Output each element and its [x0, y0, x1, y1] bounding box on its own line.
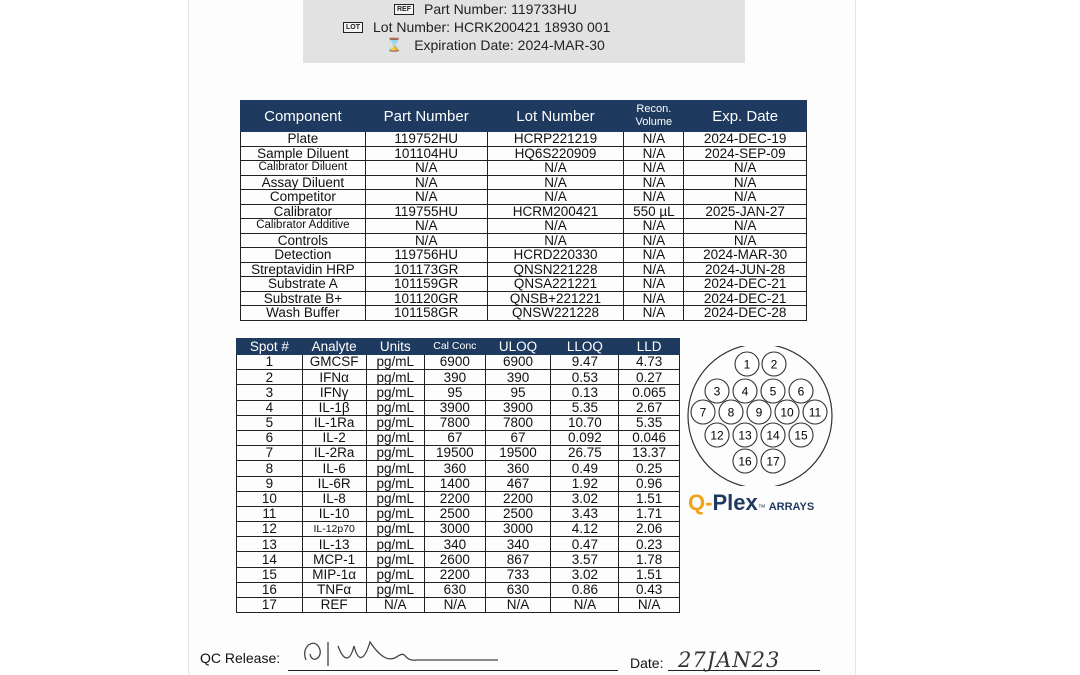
analyte-cell: 17 [237, 598, 303, 613]
component-row [241, 306, 807, 321]
analyte-cell: 2500 [425, 506, 486, 521]
analyte-cell: 0.13 [551, 385, 619, 400]
analyte-header-row [237, 339, 680, 355]
component-cell: N/A [365, 219, 487, 234]
date-value: 27JAN23 [678, 648, 781, 672]
spot-label: 1 [743, 357, 751, 372]
component-cell: 2025-JAN-27 [684, 204, 807, 219]
analyte-cell: 0.43 [619, 582, 680, 597]
hourglass-icon: ⌛ [386, 37, 403, 52]
component-cell: N/A [487, 233, 624, 248]
component-cell: 101159GR [365, 277, 487, 292]
component-cell: Assay Diluent [241, 175, 366, 190]
component-cell: 119752HU [365, 132, 487, 147]
component-cell: N/A [487, 175, 624, 190]
analyte-cell: 15 [237, 567, 303, 582]
analyte-cell: 13 [237, 537, 303, 552]
part-number-row [394, 1, 577, 17]
col-spot: Spot # [237, 339, 303, 355]
analyte-cell: REF [302, 598, 366, 613]
analyte-row [237, 355, 680, 370]
component-cell: Wash Buffer [241, 306, 366, 321]
analyte-cell: pg/mL [366, 537, 425, 552]
analyte-cell: GMCSF [302, 355, 366, 370]
analyte-cell: 7800 [425, 415, 486, 430]
analyte-cell: pg/mL [366, 385, 425, 400]
spot-label: 10 [780, 405, 794, 420]
analyte-cell: IL-12p70 [302, 522, 366, 537]
analyte-row [237, 461, 680, 476]
analyte-cell: 19500 [485, 446, 551, 461]
component-cell: 119755HU [365, 204, 487, 219]
analyte-cell: IFNγ [302, 385, 366, 400]
analyte-cell: 1.51 [619, 491, 680, 506]
component-cell: N/A [487, 190, 624, 205]
analyte-cell: 867 [485, 552, 551, 567]
component-row [241, 204, 807, 219]
analyte-cell: 4.12 [551, 522, 619, 537]
analyte-cell: 0.49 [551, 461, 619, 476]
component-cell: 101120GR [365, 291, 487, 306]
analyte-row [237, 370, 680, 385]
analyte-cell: 733 [485, 567, 551, 582]
component-cell: Controls [241, 233, 366, 248]
component-cell: Calibrator [241, 204, 366, 219]
analyte-cell: IL-2Ra [302, 446, 366, 461]
analyte-cell: 2.06 [619, 522, 680, 537]
analyte-cell: 0.27 [619, 370, 680, 385]
component-cell: N/A [487, 161, 624, 176]
component-row [241, 190, 807, 205]
analyte-cell: 467 [485, 476, 551, 491]
component-cell: 2024-SEP-09 [684, 146, 807, 161]
component-cell: QNSB+221221 [487, 291, 624, 306]
analyte-cell: pg/mL [366, 552, 425, 567]
analyte-cell: 1.71 [619, 506, 680, 521]
qc-signature-line [288, 670, 618, 671]
qc-release-label: QC Release: [200, 650, 281, 666]
analyte-cell: 8 [237, 461, 303, 476]
analyte-cell: 630 [485, 582, 551, 597]
component-cell: 550 µL [624, 204, 684, 219]
analyte-row [237, 400, 680, 415]
lot-number: Lot Number: HCRK200421 18930 001 [373, 19, 611, 35]
spot-label: 5 [769, 384, 777, 399]
analyte-cell: 0.96 [619, 476, 680, 491]
part-number: Part Number: 119733HU [424, 1, 578, 17]
analyte-row [237, 567, 680, 582]
analyte-cell: 0.25 [619, 461, 680, 476]
component-cell: Detection [241, 248, 366, 263]
analyte-cell: IL-8 [302, 491, 366, 506]
component-cell: 2024-JUN-28 [684, 262, 807, 277]
col-exp-date: Exp. Date [684, 101, 807, 132]
component-cell: N/A [624, 306, 684, 321]
analyte-cell: IL-2 [302, 430, 366, 445]
analyte-cell: 3900 [485, 400, 551, 415]
spot-label: 4 [741, 384, 749, 399]
analyte-cell: 7800 [485, 415, 551, 430]
spot-label: 15 [794, 428, 808, 443]
col-analyte: Analyte [302, 339, 366, 355]
component-cell: 2024-DEC-28 [684, 306, 807, 321]
spot-label: 17 [766, 454, 780, 469]
component-cell: QNSW221228 [487, 306, 624, 321]
component-cell: Plate [241, 132, 366, 147]
analyte-cell: IL-13 [302, 537, 366, 552]
analyte-row [237, 415, 680, 430]
analyte-cell: pg/mL [366, 400, 425, 415]
signature-image [298, 632, 508, 672]
expiration-date: Expiration Date: 2024-MAR-30 [414, 37, 605, 53]
analyte-cell: pg/mL [366, 461, 425, 476]
analyte-cell: 5 [237, 415, 303, 430]
logo-q: Q- [688, 490, 713, 515]
spot-label: 2 [770, 357, 778, 372]
analyte-cell: pg/mL [366, 491, 425, 506]
spot-label: 9 [755, 405, 763, 420]
analyte-table [236, 338, 680, 613]
component-row [241, 277, 807, 292]
spot-label: 8 [727, 405, 735, 420]
spot-label: 3 [713, 384, 721, 399]
analyte-cell: 340 [425, 537, 486, 552]
analyte-cell: 2600 [425, 552, 486, 567]
spot-map-diagram [684, 346, 836, 486]
analyte-cell: 6 [237, 430, 303, 445]
analyte-cell: 630 [425, 582, 486, 597]
analyte-cell: 16 [237, 582, 303, 597]
analyte-cell: 9.47 [551, 355, 619, 370]
analyte-cell: 26.75 [551, 446, 619, 461]
component-table [240, 100, 807, 321]
component-cell: Sample Diluent [241, 146, 366, 161]
analyte-row [237, 446, 680, 461]
component-cell: N/A [624, 262, 684, 277]
analyte-cell: 4 [237, 400, 303, 415]
analyte-cell: 2 [237, 370, 303, 385]
qplex-arrays-logo [688, 490, 814, 516]
col-component: Component [241, 101, 366, 132]
analyte-cell: 9 [237, 476, 303, 491]
analyte-cell: 6900 [425, 355, 486, 370]
logo-tm: ™ [757, 503, 766, 512]
analyte-cell: 2500 [485, 506, 551, 521]
analyte-cell: N/A [551, 598, 619, 613]
analyte-cell: N/A [425, 598, 486, 613]
component-row [241, 248, 807, 263]
component-cell: QNSN221228 [487, 262, 624, 277]
component-cell: 119756HU [365, 248, 487, 263]
analyte-cell: pg/mL [366, 567, 425, 582]
component-cell: Calibrator Additive [241, 219, 366, 234]
analyte-cell: 2200 [425, 491, 486, 506]
component-cell: 2024-DEC-19 [684, 132, 807, 147]
analyte-cell: 0.23 [619, 537, 680, 552]
analyte-cell: 390 [425, 370, 486, 385]
analyte-cell: IL-10 [302, 506, 366, 521]
analyte-cell: 3000 [485, 522, 551, 537]
lot-symbol: LOT [343, 22, 363, 33]
ref-symbol: REF [394, 4, 414, 15]
col-cal-conc: Cal Conc [425, 339, 486, 355]
component-cell: Substrate B+ [241, 291, 366, 306]
col-part-number: Part Number [365, 101, 487, 132]
analyte-cell: 0.065 [619, 385, 680, 400]
component-row [241, 233, 807, 248]
component-cell: Calibrator Diluent [241, 161, 366, 176]
analyte-cell: pg/mL [366, 446, 425, 461]
analyte-cell: MCP-1 [302, 552, 366, 567]
col-lloq: LLOQ [551, 339, 619, 355]
component-cell: N/A [365, 175, 487, 190]
col-units: Units [366, 339, 425, 355]
analyte-cell: 67 [485, 430, 551, 445]
spot-label: 6 [797, 384, 805, 399]
component-row [241, 262, 807, 277]
component-cell: HQ6S220909 [487, 146, 624, 161]
col-lld: LLD [619, 339, 680, 355]
analyte-row [237, 385, 680, 400]
col-lot-number: Lot Number [487, 101, 624, 132]
component-cell: QNSA221221 [487, 277, 624, 292]
analyte-cell: pg/mL [366, 476, 425, 491]
component-cell: 2024-MAR-30 [684, 248, 807, 263]
analyte-cell: 13.37 [619, 446, 680, 461]
component-cell: N/A [624, 161, 684, 176]
analyte-cell: pg/mL [366, 522, 425, 537]
date-line [668, 670, 820, 671]
component-cell: 2024-DEC-21 [684, 277, 807, 292]
component-cell: N/A [684, 233, 807, 248]
spot-label: 16 [738, 454, 752, 469]
analyte-cell: IL-1Ra [302, 415, 366, 430]
analyte-cell: 360 [425, 461, 486, 476]
analyte-cell: 1400 [425, 476, 486, 491]
spot-label: 7 [699, 405, 707, 420]
component-cell: Competitor [241, 190, 366, 205]
analyte-row [237, 598, 680, 613]
component-header-row [241, 101, 807, 132]
component-row [241, 161, 807, 176]
analyte-cell: 0.86 [551, 582, 619, 597]
analyte-cell: 3 [237, 385, 303, 400]
analyte-cell: IL-6R [302, 476, 366, 491]
component-cell: N/A [365, 161, 487, 176]
analyte-cell: 0.53 [551, 370, 619, 385]
analyte-cell: pg/mL [366, 355, 425, 370]
component-cell: N/A [624, 146, 684, 161]
analyte-cell: 390 [485, 370, 551, 385]
analyte-row [237, 430, 680, 445]
analyte-cell: N/A [366, 598, 425, 613]
analyte-cell: 340 [485, 537, 551, 552]
analyte-row [237, 552, 680, 567]
analyte-cell: 3.57 [551, 552, 619, 567]
component-cell: N/A [624, 248, 684, 263]
component-cell: HCRD220330 [487, 248, 624, 263]
component-cell: 2024-DEC-21 [684, 291, 807, 306]
analyte-cell: 14 [237, 552, 303, 567]
analyte-cell: 2200 [485, 491, 551, 506]
analyte-cell: 10.70 [551, 415, 619, 430]
analyte-cell: IFNα [302, 370, 366, 385]
analyte-cell: 1.92 [551, 476, 619, 491]
component-cell: 101158GR [365, 306, 487, 321]
component-cell: N/A [624, 175, 684, 190]
analyte-row [237, 476, 680, 491]
component-cell: N/A [487, 219, 624, 234]
analyte-cell: 3.02 [551, 567, 619, 582]
col-uloq: ULOQ [485, 339, 551, 355]
analyte-cell: 67 [425, 430, 486, 445]
analyte-cell: 95 [425, 385, 486, 400]
component-cell: N/A [624, 277, 684, 292]
logo-arrays: ARRAYS [768, 501, 815, 513]
analyte-cell: 1.51 [619, 567, 680, 582]
component-cell: 101173GR [365, 262, 487, 277]
component-cell: N/A [684, 190, 807, 205]
analyte-cell: 3.02 [551, 491, 619, 506]
analyte-cell: 1.78 [619, 552, 680, 567]
component-cell: N/A [684, 219, 807, 234]
analyte-cell: 10 [237, 491, 303, 506]
analyte-cell: 6900 [485, 355, 551, 370]
analyte-cell: 0.092 [551, 430, 619, 445]
spot-label: 11 [808, 405, 822, 420]
analyte-cell: 0.046 [619, 430, 680, 445]
analyte-cell: 2200 [425, 567, 486, 582]
component-row [241, 291, 807, 306]
analyte-cell: 12 [237, 522, 303, 537]
component-cell: N/A [684, 175, 807, 190]
analyte-cell: 5.35 [619, 415, 680, 430]
analyte-row [237, 506, 680, 521]
date-label: Date: [630, 655, 664, 671]
component-row [241, 175, 807, 190]
analyte-cell: 360 [485, 461, 551, 476]
analyte-cell: TNFα [302, 582, 366, 597]
component-cell: N/A [365, 190, 487, 205]
spot-label: 13 [738, 428, 752, 443]
analyte-row [237, 491, 680, 506]
analyte-cell: pg/mL [366, 506, 425, 521]
component-row [241, 132, 807, 147]
analyte-cell: pg/mL [366, 430, 425, 445]
analyte-row [237, 537, 680, 552]
component-cell: Substrate A [241, 277, 366, 292]
analyte-cell: N/A [619, 598, 680, 613]
analyte-cell: 3000 [425, 522, 486, 537]
lot-number-row [343, 19, 610, 35]
analyte-cell: 3900 [425, 400, 486, 415]
component-cell: N/A [624, 219, 684, 234]
analyte-cell: pg/mL [366, 582, 425, 597]
component-cell: N/A [624, 190, 684, 205]
analyte-cell: 1 [237, 355, 303, 370]
component-cell: N/A [365, 233, 487, 248]
component-cell: N/A [624, 291, 684, 306]
component-cell: N/A [624, 233, 684, 248]
component-cell: 101104HU [365, 146, 487, 161]
component-cell: HCRM200421 [487, 204, 624, 219]
expiration-row [386, 37, 605, 53]
analyte-row [237, 522, 680, 537]
analyte-cell: 3.43 [551, 506, 619, 521]
component-row [241, 146, 807, 161]
component-row [241, 219, 807, 234]
analyte-row [237, 582, 680, 597]
component-cell: HCRP221219 [487, 132, 624, 147]
analyte-cell: 7 [237, 446, 303, 461]
logo-plex: Plex [712, 490, 758, 515]
analyte-cell: 95 [485, 385, 551, 400]
analyte-cell: 0.47 [551, 537, 619, 552]
analyte-cell: 19500 [425, 446, 486, 461]
analyte-cell: pg/mL [366, 370, 425, 385]
analyte-cell: pg/mL [366, 415, 425, 430]
analyte-cell: 4.73 [619, 355, 680, 370]
analyte-cell: 5.35 [551, 400, 619, 415]
analyte-cell: N/A [485, 598, 551, 613]
analyte-cell: IL-6 [302, 461, 366, 476]
component-cell: N/A [624, 132, 684, 147]
spot-label: 12 [710, 428, 724, 443]
component-cell: N/A [684, 161, 807, 176]
analyte-cell: 2.67 [619, 400, 680, 415]
analyte-cell: MIP-1α [302, 567, 366, 582]
spot-label: 14 [766, 428, 780, 443]
col-recon-volume: Recon. Volume [624, 101, 684, 132]
analyte-cell: 11 [237, 506, 303, 521]
component-cell: Streptavidin HRP [241, 262, 366, 277]
analyte-cell: IL-1β [302, 400, 366, 415]
